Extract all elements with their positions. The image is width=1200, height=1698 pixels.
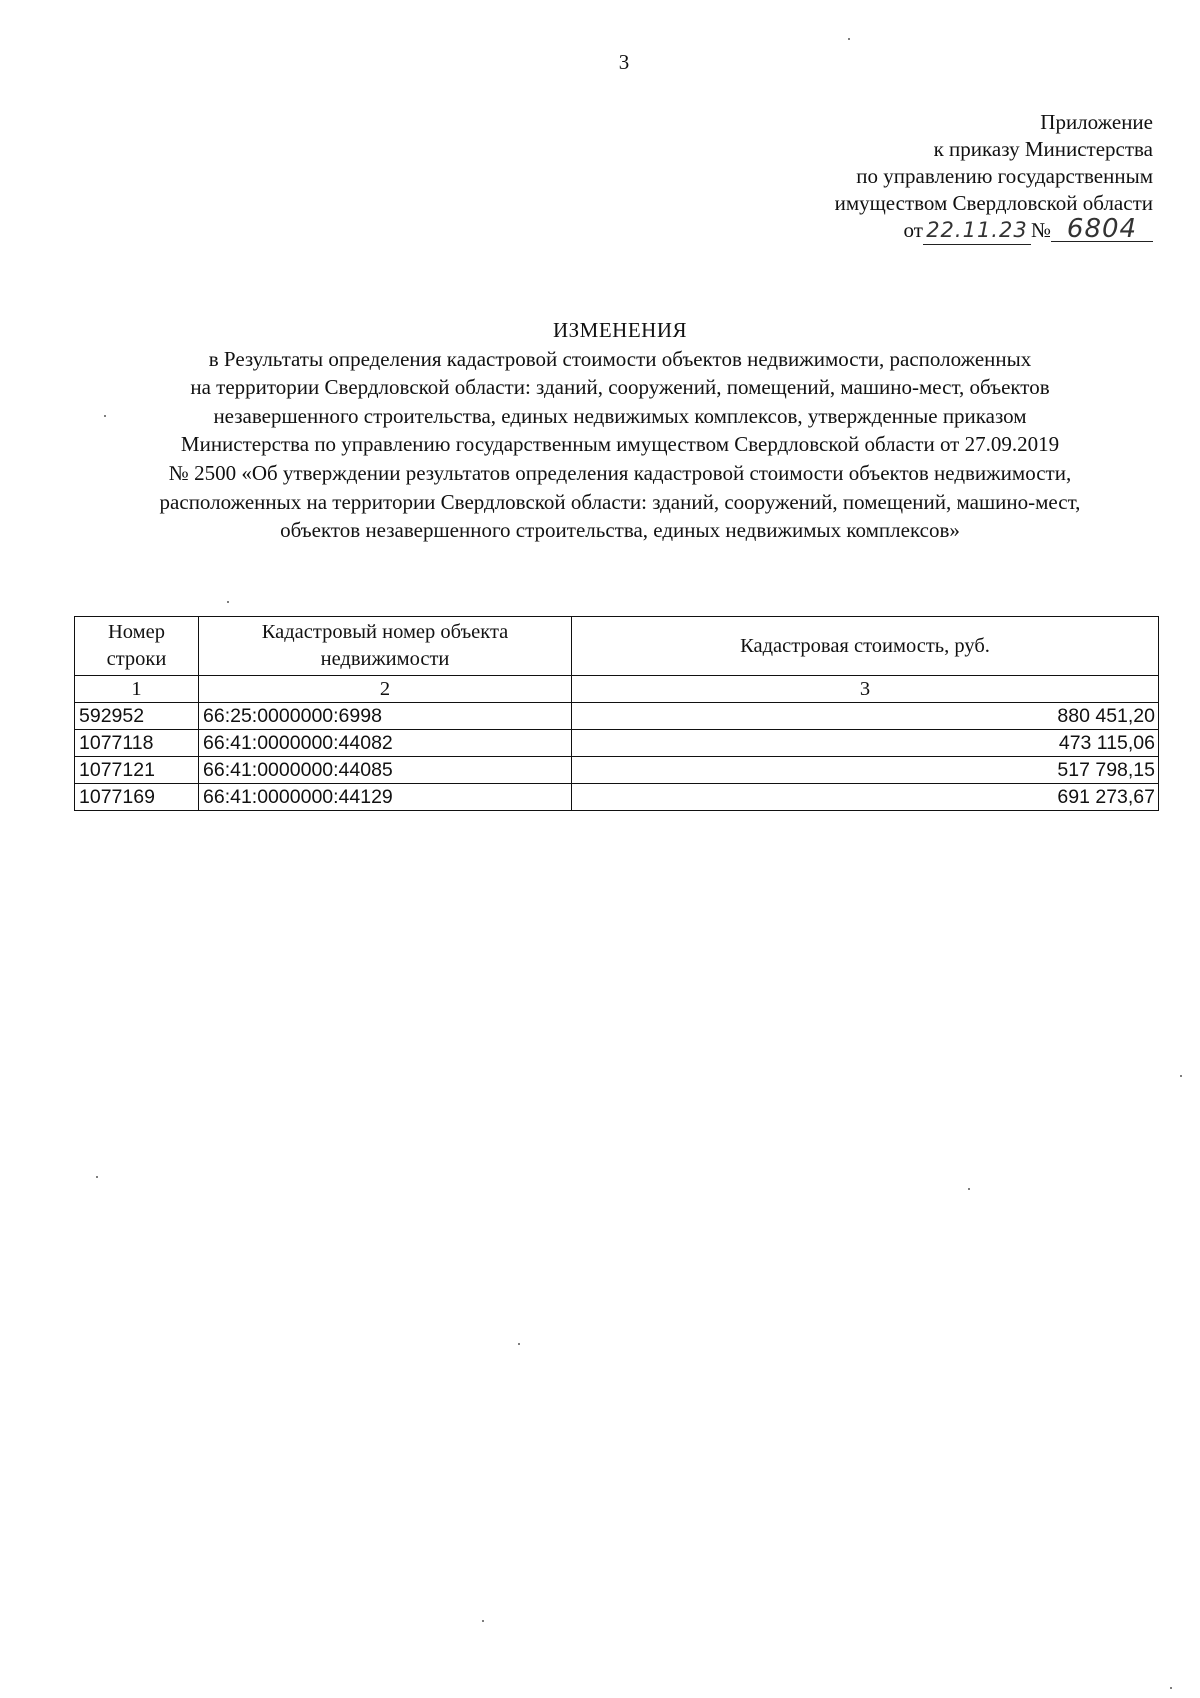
column-index-row [75,676,1159,703]
header-text: строки [106,648,167,670]
column-index: 3 [572,676,1159,703]
header-cadastral-number [199,617,572,676]
document-title [60,316,1180,545]
table-row [75,730,1159,757]
header-text: Номер [108,621,165,643]
appendix-line: по управлению государственным [856,164,1153,188]
scan-speck [1170,1687,1172,1689]
title-line: незавершенного строительства, единых недвижимых комплексов, утвержденные приказом [213,403,1027,428]
header-text: Кадастровый номер объекта [261,621,509,643]
date-prefix: от [903,218,923,242]
title-line: на территории Свердловской области: зданий, сооружений, помещений, машино-мест, объектов [190,375,1050,400]
number-prefix: № [1030,218,1051,242]
header-cadastral-value: Кадастровая стоимость, руб. [572,617,1159,676]
title-line: Министерства по управлению государственным имуществом Свердловской области от 27.09.2019 [180,432,1060,457]
cadastral-value-cell: 517 798,15 [572,757,1159,784]
column-index: 2 [199,676,572,703]
handwritten-order-number: 6804 [1051,217,1153,242]
handwritten-date: 22.11.23 [923,217,1031,245]
column-index: 1 [75,676,199,703]
row-number-cell: 1077121 [75,757,199,784]
header-row-number [75,617,199,676]
table-row [75,784,1159,811]
scan-speck [1180,1075,1182,1077]
appendix-block [835,109,1153,245]
title-line: № 2500 «Об утверждении результатов определения кадастровой стоимости объектов недвижимости, [168,460,1072,485]
scan-speck [482,1620,484,1622]
cadastral-number-cell: 66:41:0000000:44085 [199,757,572,784]
appendix-line: имуществом Свердловской области [834,191,1153,215]
cadastral-number-cell: 66:25:0000000:6998 [199,703,572,730]
row-number-cell: 592952 [75,703,199,730]
scan-speck [227,601,229,603]
table-row [75,757,1159,784]
cadastral-number-cell: 66:41:0000000:44082 [199,730,572,757]
scan-speck [104,415,106,417]
scan-speck [518,1343,520,1345]
title-heading: ИЗМЕНЕНИЯ [552,318,688,342]
cadastral-value-cell: 880 451,20 [572,703,1159,730]
title-line: расположенных на территории Свердловской области: зданий, сооружений, помещений, машино-мест, [159,489,1081,514]
scan-speck [968,1188,970,1190]
row-number-cell: 1077118 [75,730,199,757]
appendix-line: к приказу Министерства [933,137,1153,161]
order-date-number-line [835,214,1153,245]
header-text: недвижимости [320,648,450,670]
appendix-line: Приложение [1040,110,1153,134]
page-number: 3 [618,50,630,74]
cadastral-value-cell: 473 115,06 [572,730,1159,757]
cadastral-value-cell: 691 273,67 [572,784,1159,811]
cadastral-values-table [74,616,1159,811]
scan-speck [96,1176,98,1178]
cadastral-number-cell: 66:41:0000000:44129 [199,784,572,811]
table-header-row [75,617,1159,676]
scan-speck [848,38,850,40]
title-line: объектов незавершенного строительства, единых недвижимых комплексов» [280,518,960,543]
title-line: в Результаты определения кадастровой стоимости объектов недвижимости, расположенных [208,346,1032,371]
row-number-cell: 1077169 [75,784,199,811]
table-row [75,703,1159,730]
